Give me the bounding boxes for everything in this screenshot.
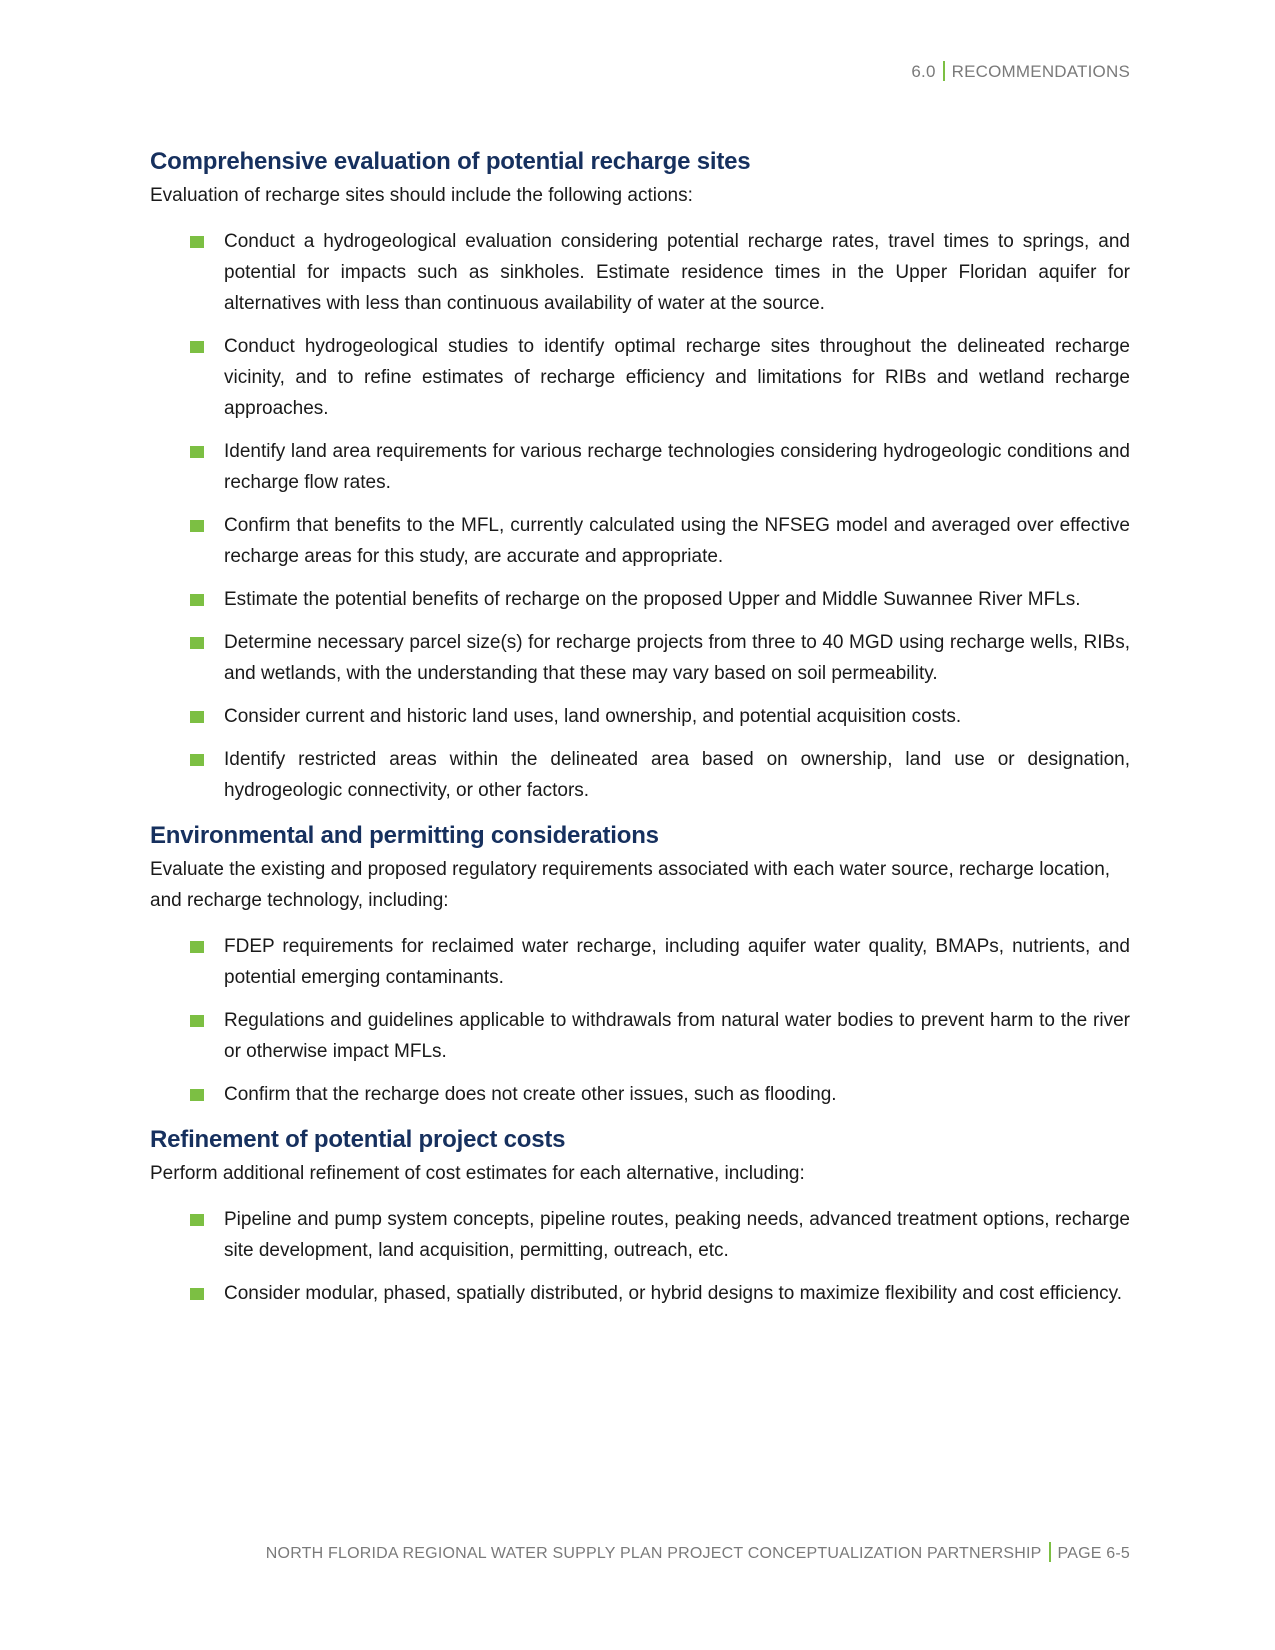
list-item: Conduct a hydrogeological evaluation considering potential recharge rates, travel times to springs, and potential for impacts such as sinkholes. Estimate residence times in the Upper Floridan aquifer for alternatives with less than continuous availability of water at the source. [150,226,1130,319]
list-item: FDEP requirements for reclaimed water recharge, including aquifer water quality, BMAPs, nutrients, and potential emerging contaminants. [150,931,1130,993]
section-heading: Refinement of potential project costs [150,1126,566,1153]
document-title: NORTH FLORIDA REGIONAL WATER SUPPLY PLAN PROJECT CONCEPTUALIZATION PARTNERSHIP [265,1545,1042,1562]
square-bullet-icon [190,446,204,458]
header-separator [943,61,945,81]
square-bullet-icon [190,520,204,532]
section-project-costs [150,1124,1130,1309]
page-number: PAGE 6-5 [1057,1545,1130,1562]
section-heading: Comprehensive evaluation of potential recharge sites [150,148,751,175]
square-bullet-icon [190,1288,204,1300]
section-recharge-sites [150,146,1130,806]
square-bullet-icon [190,594,204,606]
bullet-list [150,1204,1130,1309]
square-bullet-icon [190,711,204,723]
list-item: Confirm that benefits to the MFL, currently calculated using the NFSEG model and averaged over effective recharge areas for this study, are accurate and appropriate. [150,510,1130,572]
bullet-list [150,226,1130,806]
section-title: RECOMMENDATIONS [951,62,1130,81]
section-intro: Perform additional refinement of cost estimates for each alternative, including: [150,1163,805,1184]
section-intro: Evaluation of recharge sites should include the following actions: [150,185,693,206]
list-item: Identify land area requirements for various recharge technologies considering hydrogeologic conditions and recharge flow rates. [150,436,1130,498]
list-item: Pipeline and pump system concepts, pipeline routes, peaking needs, advanced treatment options, recharge site development, land acquisition, permitting, outreach, etc. [150,1204,1130,1266]
section-number: 6.0 [911,62,936,81]
footer-separator [1049,1542,1051,1562]
square-bullet-icon [190,637,204,649]
list-item: Consider current and historic land uses, land ownership, and potential acquisition costs. [150,701,1130,732]
list-item: Identify restricted areas within the delineated area based on ownership, land use or designation, hydrogeologic connectivity, or other factors. [150,744,1130,806]
running-header [911,61,1130,82]
bullet-list [150,931,1130,1110]
list-item: Regulations and guidelines applicable to withdrawals from natural water bodies to prevent harm to the river or otherwise impact MFLs. [150,1005,1130,1067]
list-item: Determine necessary parcel size(s) for recharge projects from three to 40 MGD using recharge wells, RIBs, and wetlands, with the understanding that these may vary based on soil permeability. [150,627,1130,689]
square-bullet-icon [190,341,204,353]
list-item: Conduct hydrogeological studies to identify optimal recharge sites throughout the delineated recharge vicinity, and to refine estimates of recharge efficiency and limitations for RIBs and wetland recharge approaches. [150,331,1130,424]
square-bullet-icon [190,1089,204,1101]
section-heading: Environmental and permitting considerations [150,822,659,849]
section-environmental-permitting [150,820,1130,1110]
square-bullet-icon [190,236,204,248]
list-item: Confirm that the recharge does not create other issues, such as flooding. [150,1079,1130,1110]
page-content [150,146,1130,1321]
section-intro: Evaluate the existing and proposed regulatory requirements associated with each water source, recharge location, and recharge technology, including: [150,859,1111,911]
square-bullet-icon [190,941,204,953]
list-item: Estimate the potential benefits of recharge on the proposed Upper and Middle Suwannee River MFLs. [150,584,1130,615]
running-footer [266,1542,1130,1563]
list-item: Consider modular, phased, spatially distributed, or hybrid designs to maximize flexibility and cost efficiency. [150,1278,1130,1309]
square-bullet-icon [190,1015,204,1027]
square-bullet-icon [190,754,204,766]
square-bullet-icon [190,1214,204,1226]
